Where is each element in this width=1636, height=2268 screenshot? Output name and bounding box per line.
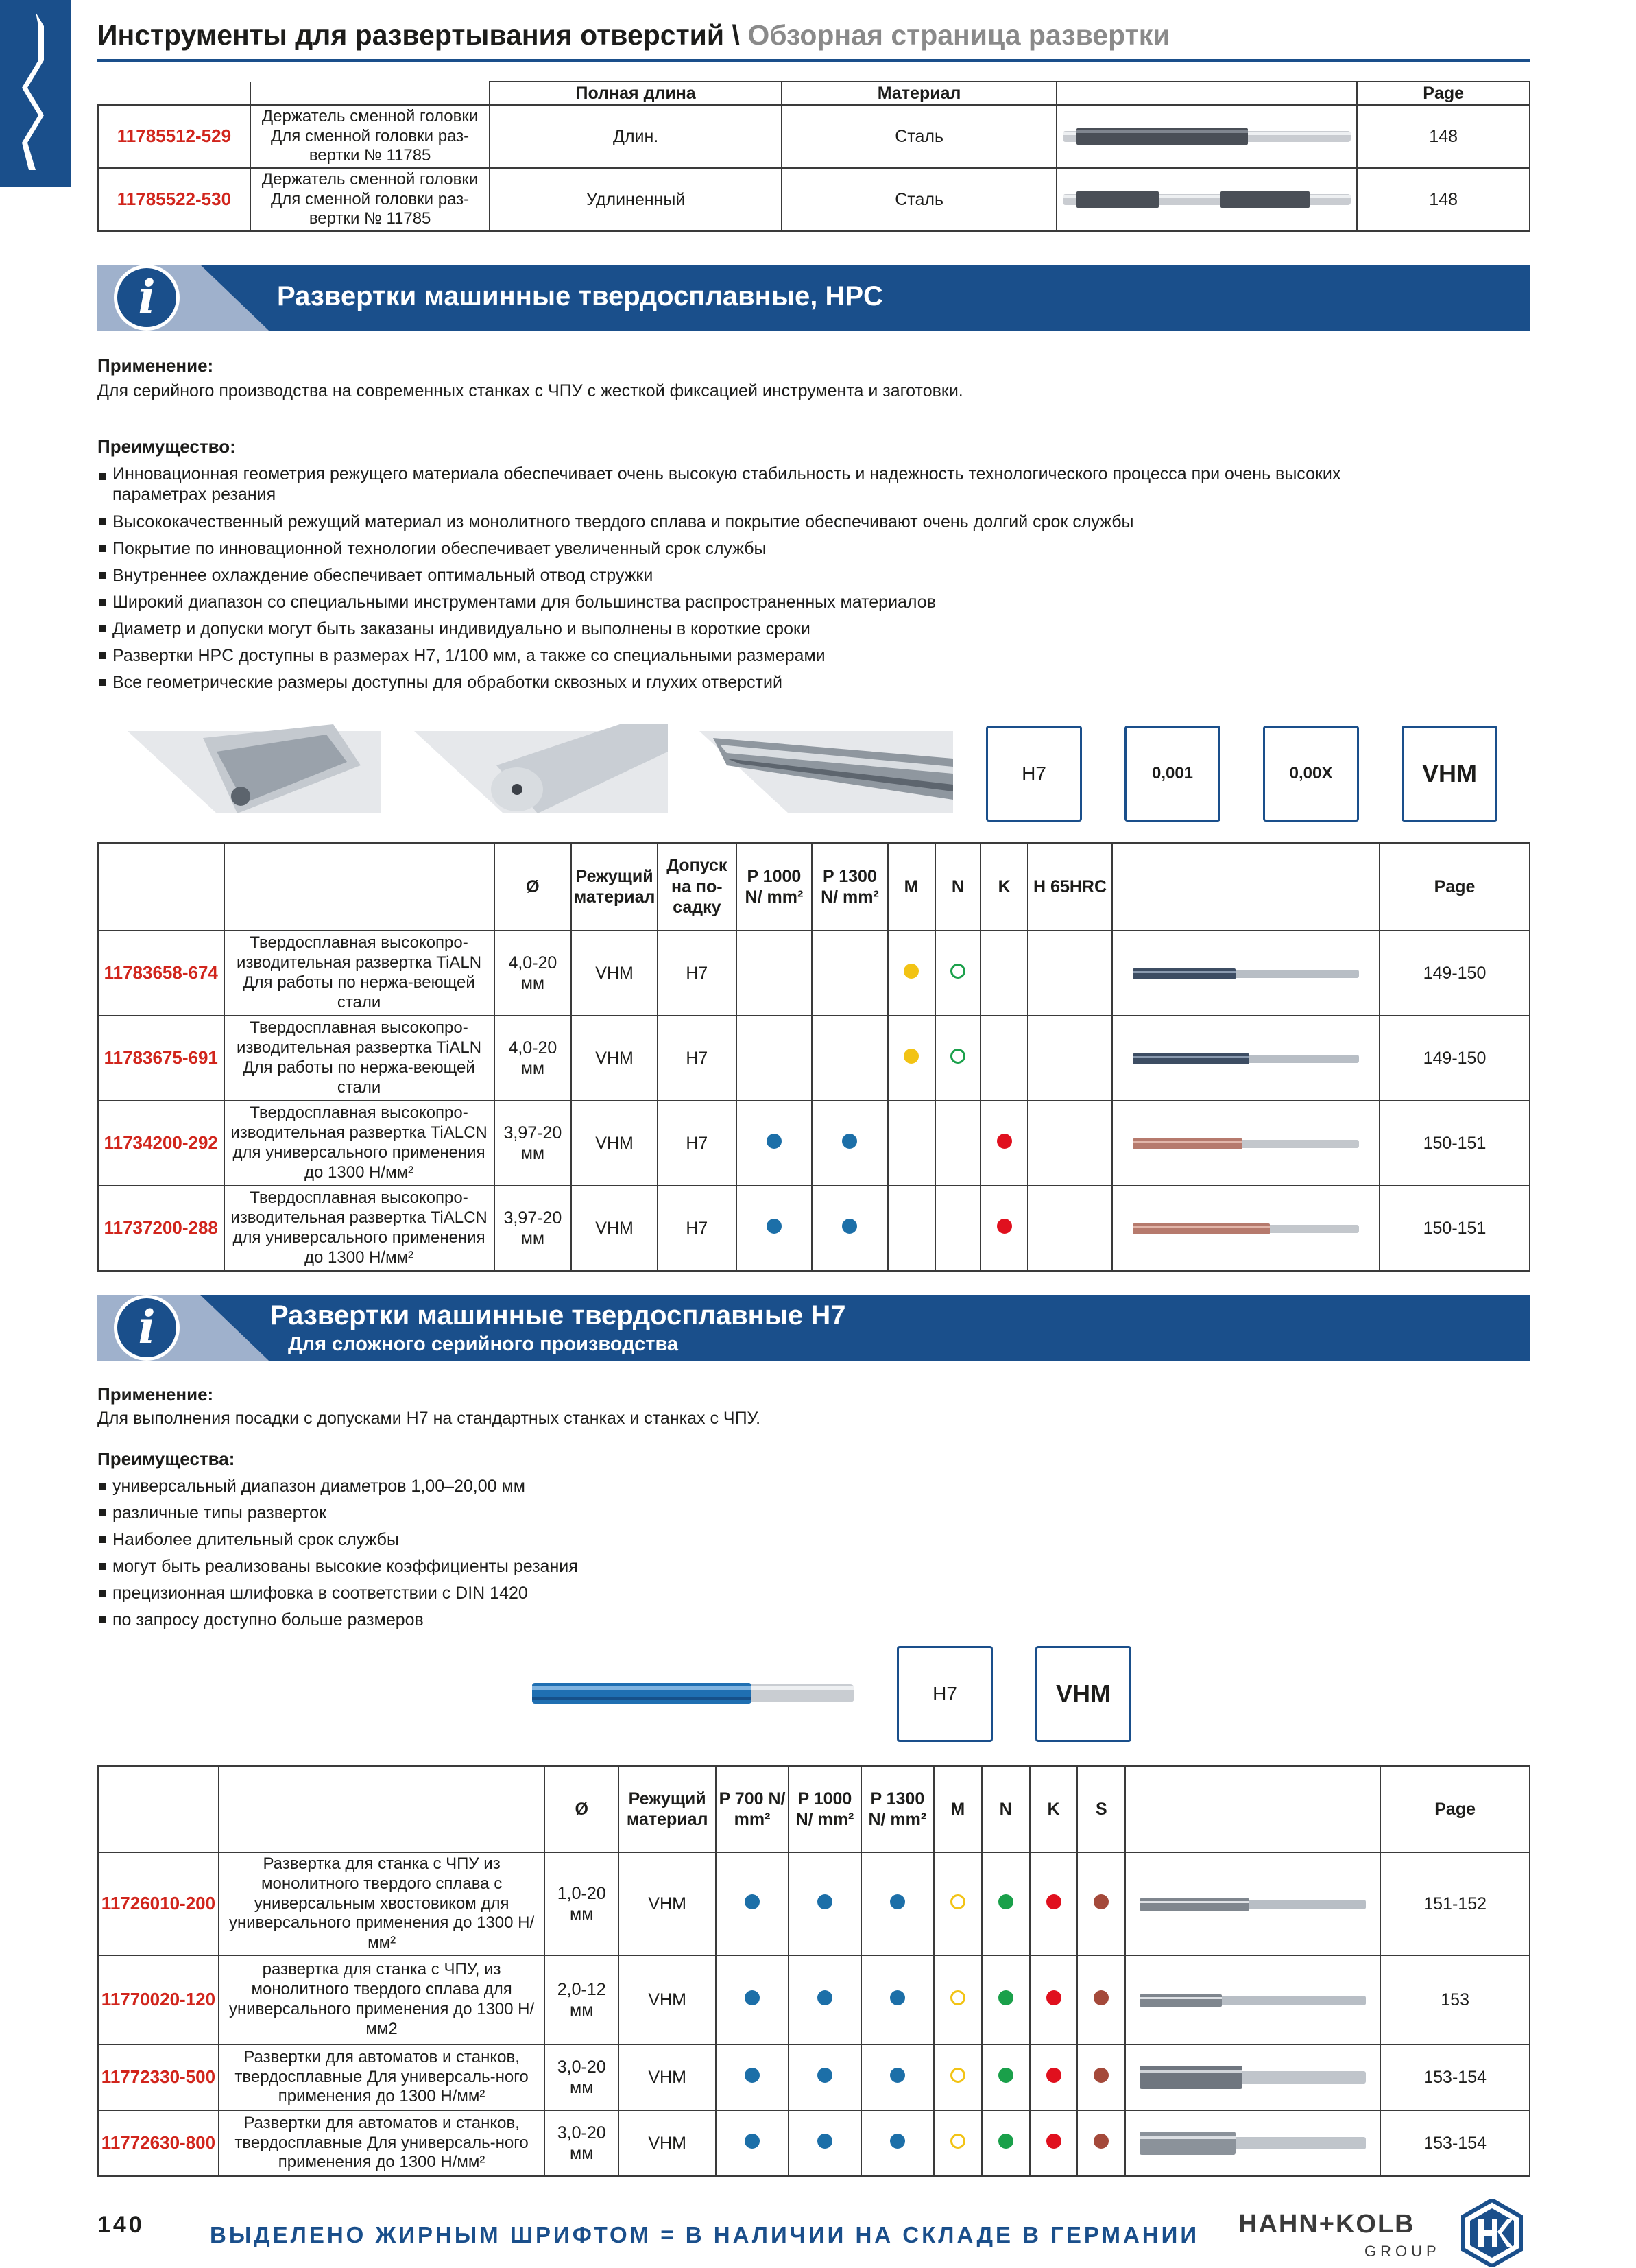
- suitability-dot: [998, 1990, 1013, 2005]
- product-image: [1112, 1101, 1380, 1186]
- cell-p1300: [812, 1101, 888, 1186]
- cell-p1000: [736, 931, 813, 1016]
- section-banner-hpc: [97, 265, 1530, 331]
- holders-header-material: Материал: [782, 82, 1057, 105]
- list-item: различные типы разверток: [97, 1500, 578, 1527]
- suitability-dot: [950, 1894, 965, 1909]
- product-code[interactable]: 11734200-292: [98, 1101, 224, 1186]
- cell-p1300: [812, 1016, 888, 1101]
- product-image: [1057, 168, 1357, 231]
- cell-h: [1028, 1016, 1112, 1101]
- diameter: 4,0-20 мм: [494, 931, 572, 1016]
- suitability-dot: [1094, 1894, 1109, 1909]
- cell-m: [888, 931, 935, 1016]
- tolerance: H7: [658, 1101, 736, 1186]
- application-label: Применение:: [97, 1384, 214, 1405]
- page-ref: 150-151: [1380, 1101, 1530, 1186]
- holders-header-image: [1057, 82, 1357, 105]
- product-description: Держатель сменной головки Для сменной головки раз-вертки № 11785: [250, 105, 490, 168]
- header-n: N: [935, 843, 981, 931]
- suitability-dot: [1094, 1990, 1109, 2005]
- header-h: H 65HRC: [1028, 843, 1112, 931]
- cell-m: [934, 2110, 982, 2176]
- suitability-dot: [890, 1990, 905, 2005]
- holders-header-empty-2: [250, 82, 490, 105]
- title-main: Инструменты для развертывания отверстий: [97, 19, 725, 51]
- list-item: параметрах резания: [112, 485, 276, 504]
- advantages-list: [97, 1473, 578, 1634]
- suitability-dot: [904, 1049, 919, 1064]
- cell-k: [1030, 1955, 1078, 2044]
- header-image: [1112, 843, 1380, 931]
- suitability-dot: [997, 1219, 1012, 1234]
- product-image: [1125, 2110, 1380, 2176]
- header-p1000: P 1000 N/ mm²: [736, 843, 813, 931]
- header-empty: [98, 843, 224, 931]
- cell-m: [934, 1955, 982, 2044]
- cell-n: [982, 2110, 1030, 2176]
- tool-photo-3: [699, 724, 953, 820]
- header-k: K: [1030, 1766, 1078, 1852]
- list-item: Диаметр и допуски могут быть заказаны индивидуально и выполнены в короткие сроки: [97, 616, 1340, 643]
- diameter: 2,0-12 мм: [544, 1955, 618, 2044]
- page-ref: 149-150: [1380, 1016, 1530, 1101]
- cell-m: [934, 1852, 982, 1955]
- table-row: [98, 105, 1530, 168]
- tolerance: H7: [658, 1186, 736, 1271]
- cell-p1300: [861, 2044, 934, 2110]
- cutting-material: VHM: [571, 931, 658, 1016]
- list-item: Наиболее длительный срок службы: [97, 1527, 578, 1553]
- suitability-dot: [767, 1134, 782, 1149]
- cell-m: [888, 1016, 935, 1101]
- header-n: N: [982, 1766, 1030, 1852]
- product-description: Развертка для станка с ЧПУ из монолитного твердого сплава с универсальным хвостовиком для универсального применения до 1300 Н/мм²: [219, 1852, 544, 1955]
- cell-p1000: [789, 2110, 861, 2176]
- table-row: [98, 1852, 1530, 1955]
- header-p1000: P 1000 N/ mm²: [789, 1766, 861, 1852]
- tool-photo-1: [128, 724, 381, 820]
- suitability-dot: [998, 1894, 1013, 1909]
- product-code[interactable]: 11785522-530: [98, 168, 250, 231]
- diameter: 3,97-20 мм: [494, 1101, 572, 1186]
- cell-m: [888, 1101, 935, 1186]
- product-code[interactable]: 11783675-691: [98, 1016, 224, 1101]
- section-banner-h7: [97, 1295, 1530, 1361]
- cell-n: [982, 1955, 1030, 2044]
- cell-s: [1077, 1955, 1125, 2044]
- cell-k: [1030, 2110, 1078, 2176]
- header-k: K: [981, 843, 1028, 931]
- header-m: M: [934, 1766, 982, 1852]
- cell-k: [1030, 2044, 1078, 2110]
- holders-header-page: Page: [1357, 82, 1530, 105]
- brand-logo-text: HAHN+KOLB: [1238, 2210, 1415, 2239]
- cell-p700: [716, 2110, 789, 2176]
- cell-p1000: [789, 1852, 861, 1955]
- spec-box-vhm: VHM: [1402, 726, 1497, 822]
- list-item: Все геометрические размеры доступны для обработки сквозных и глухих отверстий: [97, 669, 1340, 696]
- product-image: [1125, 1955, 1380, 2044]
- cell-n: [935, 1016, 981, 1101]
- info-icon: i: [114, 265, 180, 331]
- diameter: 3,0-20 мм: [544, 2044, 618, 2110]
- product-code[interactable]: 11772630-800: [98, 2110, 219, 2176]
- suitability-dot: [745, 1894, 760, 1909]
- suitability-dot: [904, 964, 919, 979]
- application-text: Для серийного производства на современных станках с ЧПУ с жесткой фиксацией инструмента и заготовки.: [97, 381, 963, 401]
- page-ref: 153: [1380, 1955, 1530, 2044]
- brand-badge-icon: [1458, 2199, 1526, 2267]
- cutting-material: VHM: [571, 1016, 658, 1101]
- section-title: Развертки машинные твердосплавные H7: [270, 1300, 846, 1330]
- suitability-dot: [1094, 2134, 1109, 2149]
- cell-p1300: [861, 2110, 934, 2176]
- header-cutting-material: Режущий материал: [571, 843, 658, 931]
- suitability-dot: [1046, 2068, 1061, 2083]
- suitability-dot: [950, 964, 965, 979]
- cutting-material: VHM: [618, 1955, 716, 2044]
- cell-n: [982, 2044, 1030, 2110]
- holders-table: [97, 81, 1530, 232]
- cell-p700: [716, 2044, 789, 2110]
- tolerance: H7: [658, 931, 736, 1016]
- brand-logo-sub: GROUP: [1364, 2243, 1441, 2260]
- title-separator: \: [732, 19, 740, 51]
- page-ref: 148: [1357, 105, 1530, 168]
- suitability-dot: [1094, 2068, 1109, 2083]
- product-code[interactable]: 11737200-288: [98, 1186, 224, 1271]
- cell-n: [982, 1852, 1030, 1955]
- table-row: [98, 168, 1530, 231]
- page-ref: 149-150: [1380, 931, 1530, 1016]
- cell-n: [935, 931, 981, 1016]
- header-p700: P 700 N/ mm²: [716, 1766, 789, 1852]
- cell-p1300: [812, 1186, 888, 1271]
- advantages-list: [97, 464, 1340, 696]
- header-empty: [219, 1766, 544, 1852]
- table-row: [98, 1101, 1530, 1186]
- list-item: Развертки HPC доступны в размерах H7, 1/100 мм, а также со специальными размерами: [97, 643, 1340, 669]
- suitability-dot: [890, 2134, 905, 2149]
- application-text: Для выполнения посадки с допусками H7 на стандартных станках и станках с ЧПУ.: [97, 1409, 761, 1428]
- cell-h: [1028, 1101, 1112, 1186]
- suitability-dot: [745, 2068, 760, 2083]
- suitability-dot: [998, 2068, 1013, 2083]
- holders-header-empty: [98, 82, 250, 105]
- suitability-dot: [817, 1990, 832, 2005]
- suitability-dot: [950, 2068, 965, 2083]
- title-rule: [97, 59, 1530, 62]
- cell-k: [981, 1101, 1028, 1186]
- material: Сталь: [782, 105, 1057, 168]
- suitability-dot: [890, 2068, 905, 2083]
- spec-box-vhm: VHM: [1035, 1646, 1131, 1742]
- product-image: [1125, 1852, 1380, 1955]
- tool-photo-2: [414, 724, 668, 820]
- suitability-dot: [950, 2134, 965, 2149]
- diameter: 3,97-20 мм: [494, 1186, 572, 1271]
- product-code[interactable]: 11783658-674: [98, 931, 224, 1016]
- cell-p700: [716, 1955, 789, 2044]
- cell-k: [981, 1016, 1028, 1101]
- cell-p1000: [789, 2044, 861, 2110]
- header-s: S: [1077, 1766, 1125, 1852]
- list-item: универсальный диапазон диаметров 1,00–20,00 мм: [97, 1473, 578, 1500]
- cutting-material: VHM: [571, 1186, 658, 1271]
- table-row: [98, 1016, 1530, 1101]
- table-row: [98, 1186, 1530, 1271]
- tool-photo-h7: [532, 1676, 854, 1710]
- cell-s: [1077, 1852, 1125, 1955]
- h7-table: [97, 1765, 1530, 2177]
- suitability-dot: [817, 2134, 832, 2149]
- product-image: [1125, 2044, 1380, 2110]
- table-row: [98, 1955, 1530, 2044]
- cell-p700: [716, 1852, 789, 1955]
- stock-note: ВЫДЕЛЕНО ЖИРНЫМ ШРИФТОМ = В НАЛИЧИИ НА СКЛАДЕ В ГЕРМАНИИ: [210, 2222, 1200, 2247]
- suitability-dot: [950, 1049, 965, 1064]
- cell-p1300: [812, 931, 888, 1016]
- header-p1300: P 1300 N/ mm²: [861, 1766, 934, 1852]
- page-number: 140: [97, 2212, 145, 2238]
- cell-n: [935, 1186, 981, 1271]
- cell-p1300: [861, 1955, 934, 2044]
- table-row: [98, 2110, 1530, 2176]
- cell-p1000: [789, 1955, 861, 2044]
- cell-m: [888, 1186, 935, 1271]
- product-image: [1112, 1016, 1380, 1101]
- header-cutting-material: Режущий материал: [618, 1766, 716, 1852]
- table-row: [98, 931, 1530, 1016]
- cell-k: [1030, 1852, 1078, 1955]
- product-image: [1112, 1186, 1380, 1271]
- cutting-material: VHM: [571, 1101, 658, 1186]
- product-description: Твердосплавная высокопро-изводительная развертка TiALCN для универсального применения до 1300 Н/мм²: [224, 1101, 494, 1186]
- product-code[interactable]: 11785512-529: [98, 105, 250, 168]
- page-ref: 150-151: [1380, 1186, 1530, 1271]
- suitability-dot: [817, 2068, 832, 2083]
- product-description: Развертки для автоматов и станков, твердосплавные Для универсаль-ного применения до 1300 Н/мм²: [219, 2110, 544, 2176]
- product-description: Твердосплавная высокопро-изводительная развертка TiALCN для универсального применения до 1300 Н/мм²: [224, 1186, 494, 1271]
- suitability-dot: [890, 1894, 905, 1909]
- list-item: по запросу доступно больше размеров: [97, 1607, 578, 1634]
- chapter-tab: [0, 0, 71, 187]
- product-code[interactable]: 11726010-200: [98, 1852, 219, 1955]
- product-description: Держатель сменной головки Для сменной головки раз-вертки № 11785: [250, 168, 490, 231]
- header-diameter: Ø: [544, 1766, 618, 1852]
- cell-s: [1077, 2110, 1125, 2176]
- application-label: Применение:: [97, 355, 214, 376]
- holders-header-length: Полная длина: [490, 82, 781, 105]
- suitability-dot: [842, 1219, 857, 1234]
- material: Сталь: [782, 168, 1057, 231]
- product-code[interactable]: 11772330-500: [98, 2044, 219, 2110]
- suitability-dot: [745, 1990, 760, 2005]
- header-p1300: P 1300 N/ mm²: [812, 843, 888, 931]
- list-item: Высококачественный режущий материал из монолитного твердого сплава и покрытие обеспечивают очень долгий срок службы: [97, 509, 1340, 536]
- drill-bit-icon: [14, 12, 58, 170]
- list-item: Широкий диапазон со специальными инструментами для большинства распространенных материалов: [97, 589, 1340, 616]
- cell-k: [981, 1186, 1028, 1271]
- suitability-dot: [1046, 2134, 1061, 2149]
- suitability-dot: [1046, 1990, 1061, 2005]
- product-description: развертка для станка с ЧПУ, из монолитного твердого сплава для универсального применения до 1300 Н/мм2: [219, 1955, 544, 2044]
- info-icon: i: [114, 1295, 180, 1361]
- suitability-dot: [997, 1134, 1012, 1149]
- diameter: 3,0-20 мм: [544, 2110, 618, 2176]
- page-ref: 151-152: [1380, 1852, 1530, 1955]
- table-row: [98, 2044, 1530, 2110]
- page-ref: 153-154: [1380, 2044, 1530, 2110]
- full-length: Длин.: [490, 105, 781, 168]
- suitability-dot: [998, 2134, 1013, 2149]
- cutting-material: VHM: [618, 2044, 716, 2110]
- header-diameter: Ø: [494, 843, 572, 931]
- spec-box-000x: 0,00X: [1263, 726, 1359, 822]
- header-empty: [98, 1766, 219, 1852]
- cell-h: [1028, 931, 1112, 1016]
- cutting-material: VHM: [618, 2110, 716, 2176]
- diameter: 4,0-20 мм: [494, 1016, 572, 1101]
- hpc-table: [97, 842, 1530, 1272]
- header-tolerance: Допуск на по-садку: [658, 843, 736, 931]
- cutting-material: VHM: [618, 1852, 716, 1955]
- spec-box-0001: 0,001: [1124, 726, 1220, 822]
- header-empty: [224, 843, 494, 931]
- advantages-label: Преимущество:: [97, 436, 236, 457]
- cell-k: [981, 931, 1028, 1016]
- header-m: M: [888, 843, 935, 931]
- advantages-label: Преимущества:: [97, 1448, 235, 1469]
- cell-s: [1077, 2044, 1125, 2110]
- cell-p1000: [736, 1101, 813, 1186]
- suitability-dot: [1046, 1894, 1061, 1909]
- cell-m: [934, 2044, 982, 2110]
- spec-box-h7: H7: [986, 726, 1082, 822]
- cell-p1000: [736, 1016, 813, 1101]
- section-subtitle: Для сложного серийного производства: [288, 1333, 679, 1355]
- header-page: Page: [1380, 843, 1530, 931]
- product-image: [1057, 105, 1357, 168]
- cell-p1000: [736, 1186, 813, 1271]
- full-length: Удлиненный: [490, 168, 781, 231]
- suitability-dot: [767, 1219, 782, 1234]
- product-code[interactable]: 11770020-120: [98, 1955, 219, 2044]
- list-item: Внутреннее охлаждение обеспечивает оптимальный отвод стружки: [97, 562, 1340, 589]
- header-image: [1125, 1766, 1380, 1852]
- suitability-dot: [745, 2134, 760, 2149]
- diameter: 1,0-20 мм: [544, 1852, 618, 1955]
- title-subtitle: Обзорная страница развертки: [747, 19, 1170, 51]
- header-page: Page: [1380, 1766, 1530, 1852]
- cell-h: [1028, 1186, 1112, 1271]
- page-ref: 153-154: [1380, 2110, 1530, 2176]
- suitability-dot: [842, 1134, 857, 1149]
- page-title: [97, 19, 1170, 51]
- product-description: Развертки для автоматов и станков, твердосплавные Для универсаль-ного применения до 1300 Н/мм²: [219, 2044, 544, 2110]
- tolerance: H7: [658, 1016, 736, 1101]
- list-item: Покрытие по инновационной технологии обеспечивает увеличенный срок службы: [97, 536, 1340, 562]
- list-item: Инновационная геометрия режущего материала обеспечивает очень высокую стабильность и надежность технологического процесса при очень высоких: [97, 464, 1340, 484]
- cell-p1300: [861, 1852, 934, 1955]
- product-description: Твердосплавная высокопро-изводительная развертка TiALN Для работы по нержа-веющей стали: [224, 1016, 494, 1101]
- spec-box-h7: H7: [897, 1646, 993, 1742]
- list-item: прецизионная шлифовка в соответствии с DIN 1420: [97, 1580, 578, 1607]
- page-ref: 148: [1357, 168, 1530, 231]
- suitability-dot: [817, 1894, 832, 1909]
- cell-n: [935, 1101, 981, 1186]
- product-description: Твердосплавная высокопро-изводительная развертка TiALN Для работы по нержа-веющей стали: [224, 931, 494, 1016]
- list-item: могут быть реализованы высокие коэффициенты резания: [97, 1553, 578, 1580]
- product-image: [1112, 931, 1380, 1016]
- suitability-dot: [950, 1990, 965, 2005]
- section-title: Развертки машинные твердосплавные, HPC: [277, 281, 883, 311]
